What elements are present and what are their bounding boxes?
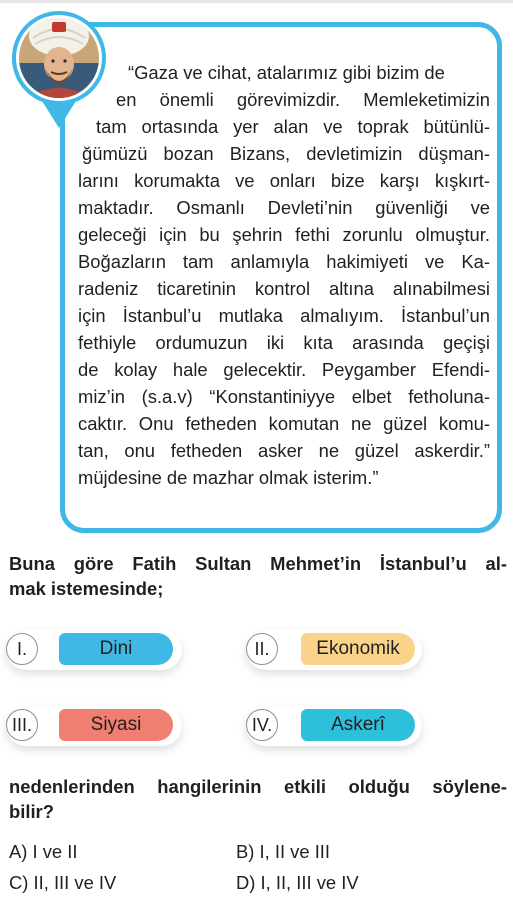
option-tag-askeri: Askerî: [301, 709, 415, 741]
quote-line: Boğazların tam anlamıyla hakimiyeti ve Ka-: [78, 251, 490, 272]
quote-text: [78, 59, 490, 491]
quote-line: için İstanbul’u mutlaka almalıyım. İstanbul’un: [78, 305, 490, 326]
quote-line: müjdesine de mazhar olmak isterim.”: [78, 467, 379, 488]
answer-choice-b[interactable]: B) I, II ve III: [236, 841, 331, 862]
quote-line: de kolay hale gelecektir. Peygamber Efendi-: [78, 359, 490, 380]
quote-line: en önemli görevimizdir. Memleketimizin: [116, 89, 490, 110]
question-line: bilir?: [9, 801, 54, 822]
answer-choice-a[interactable]: A) I ve II: [9, 841, 78, 862]
quote-line: larını korumakta ve onları bize karşı kışkırt-: [78, 170, 490, 191]
quote-line: miz’in (s.a.v) “Konstantiniyye elbet fetholuna-: [78, 386, 490, 407]
quote-line: geleceği için bu şehrin fethi zorunlu olmuştur.: [78, 224, 490, 245]
option-tag-siyasi: Siyasi: [59, 709, 173, 741]
option-numeral: IV.: [246, 709, 278, 741]
question-line: nedenlerinden hangilerinin etkili olduğu söylene-: [9, 776, 507, 797]
top-divider: [0, 0, 513, 3]
quote-line: ğümüzü bozan Bizans, devletimizin düşman-: [82, 143, 490, 164]
option-tag-ekonomik: Ekonomik: [301, 633, 415, 665]
question-stem-end: [9, 774, 507, 824]
question-line: mak istemesinde;: [9, 578, 164, 599]
answer-choice-c[interactable]: C) II, III ve IV: [9, 872, 117, 893]
question-stem: [9, 551, 507, 601]
quote-line: radeniz ticaretinin kontrol altına alınabilmesi: [78, 278, 490, 299]
option-numeral: II.: [246, 633, 278, 665]
option-numeral: I.: [6, 633, 38, 665]
quote-line: caktır. Onu fetheden komutan ne güzel komu-: [78, 413, 490, 434]
option-tag-dini: Dini: [59, 633, 173, 665]
answer-choice-d[interactable]: D) I, II, III ve IV: [236, 872, 359, 893]
quote-line: fethiyle ordumuzun iki kıta arasında geçişi: [78, 332, 490, 353]
quote-line: maktadır. Osmanlı Devleti’nin güvenliği ve: [78, 197, 490, 218]
question-line: Buna göre Fatih Sultan Mehmet’in İstanbul’u al-: [9, 553, 507, 574]
portrait-pin: [7, 8, 112, 130]
quote-line: tam ortasında yer alan ve toprak bütünlü-: [96, 116, 490, 137]
quote-line: tan, onu fetheden asker ne güzel askerdir.”: [78, 440, 490, 461]
quote-box: [60, 22, 502, 533]
option-numeral: III.: [6, 709, 38, 741]
sultan-portrait-image: [7, 8, 112, 113]
quote-line: “Gaza ve cihat, atalarımız gibi bizim de: [128, 62, 445, 83]
